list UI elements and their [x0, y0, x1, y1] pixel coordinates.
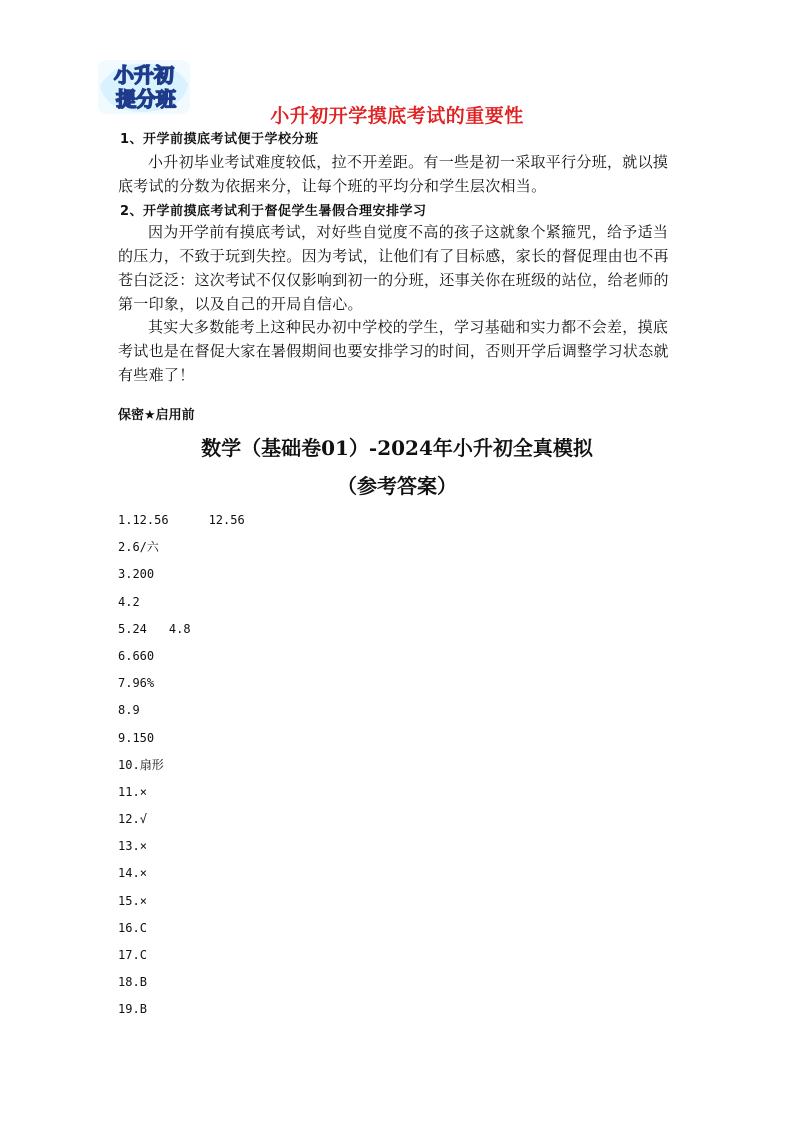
answer-value: 660	[132, 648, 155, 663]
answer-number: 19.	[118, 1002, 140, 1017]
answer-number: 13.	[118, 839, 140, 854]
answer-value: ×	[139, 784, 147, 799]
answer-number: 5.	[118, 621, 133, 636]
answer-value-2: 4.8	[168, 621, 191, 636]
answer-row	[118, 619, 245, 646]
section-2-paragraph-1: 因为开学前有摸底考试，对好些自觉度不高的孩子这就象个紧箍咒，给予适当的压力，不致于玩到失控。因为考试，让他们有了目标感，家长的督促理由也不再苍白泛泛：这次考试不仅仅影响到初一的分班，还事关你在班级的站位，给老师的第一印象，以及自己的开局自信心。	[118, 223, 669, 313]
answer-number: 12.	[118, 812, 140, 827]
answer-row	[118, 782, 245, 809]
answer-row	[118, 891, 245, 918]
answer-number: 7.	[118, 676, 133, 691]
answer-list	[118, 510, 245, 1027]
answer-value: C	[139, 948, 147, 962]
answer-number: 10.	[118, 757, 140, 772]
answer-row	[118, 728, 245, 755]
answer-number: 9.	[118, 730, 133, 745]
answer-value: 24	[132, 621, 147, 636]
answer-number: 18.	[118, 975, 140, 990]
answer-number: 14.	[118, 866, 140, 881]
answer-number: 11.	[118, 784, 140, 799]
answer-row	[118, 945, 245, 972]
section-heading-1: 1、开学前摸底考试便于学校分班	[120, 132, 319, 147]
answer-row	[118, 863, 245, 890]
answer-number: 6.	[118, 648, 133, 663]
answer-number: 8.	[118, 703, 133, 718]
svg-text:小升初: 小升初	[114, 63, 174, 87]
answer-value-2: 12.56	[208, 513, 245, 527]
section-1-paragraph: 小升初毕业考试难度较低，拉不开差距。有一些是初一采取平行分班，就以摸底考试的分数为依据来分，让每个班的平均分和学生层次相当。	[118, 153, 669, 195]
answer-value: 150	[132, 730, 155, 745]
answer-value: ×	[139, 839, 147, 854]
answer-value: 9	[132, 703, 140, 718]
answer-value: 扇形	[139, 757, 164, 772]
answer-row	[118, 646, 245, 673]
answer-value: B	[139, 975, 147, 990]
answer-row	[118, 972, 245, 999]
answer-value: 200	[132, 567, 155, 582]
answer-row	[118, 673, 245, 700]
answer-value: √	[139, 812, 147, 827]
answer-row	[118, 918, 245, 945]
answer-row	[118, 999, 245, 1026]
section-heading-2: 2、开学前摸底考试利于督促学生暑假合理安排学习	[120, 204, 427, 219]
answer-number: 16.	[118, 920, 140, 935]
answer-value: B	[139, 1002, 147, 1017]
answer-row	[118, 510, 245, 537]
section-2-paragraph-2: 其实大多数能考上这种民办初中学校的学生，学习基础和实力都不会差，摸底考试也是在督促大家在暑假期间也要安排学习的时间，否则开学后调整学习状态就有些难了！	[118, 318, 669, 384]
answer-row	[118, 755, 245, 782]
answer-value: ×	[139, 893, 147, 908]
answer-row	[118, 700, 245, 727]
answer-value: 6/六	[132, 540, 159, 555]
answer-number: 3.	[118, 567, 133, 582]
answer-number: 15.	[118, 893, 140, 908]
answer-number: 4.	[118, 594, 133, 609]
answer-row	[118, 537, 245, 564]
exam-title: 数学（基础卷01）-2024年小升初全真模拟	[201, 436, 593, 460]
answer-value: 2	[132, 594, 140, 609]
answer-number: 17.	[118, 948, 140, 962]
intro-title: 小升初开学摸底考试的重要性	[270, 105, 524, 127]
svg-text:提分班: 提分班	[116, 87, 176, 111]
answer-value: 12.56	[132, 513, 169, 527]
answer-value: 96%	[132, 676, 155, 691]
answer-number: 2.	[118, 540, 133, 555]
answer-row	[118, 592, 245, 619]
answer-row	[118, 564, 245, 591]
exam-subtitle: （参考答案）	[337, 474, 457, 498]
confidential-label: 保密★启用前	[118, 408, 195, 423]
answer-number: 1.	[118, 513, 133, 527]
answer-value: ×	[139, 866, 147, 881]
answer-row	[118, 836, 245, 863]
answer-value: C	[139, 920, 147, 935]
answer-row	[118, 809, 245, 836]
